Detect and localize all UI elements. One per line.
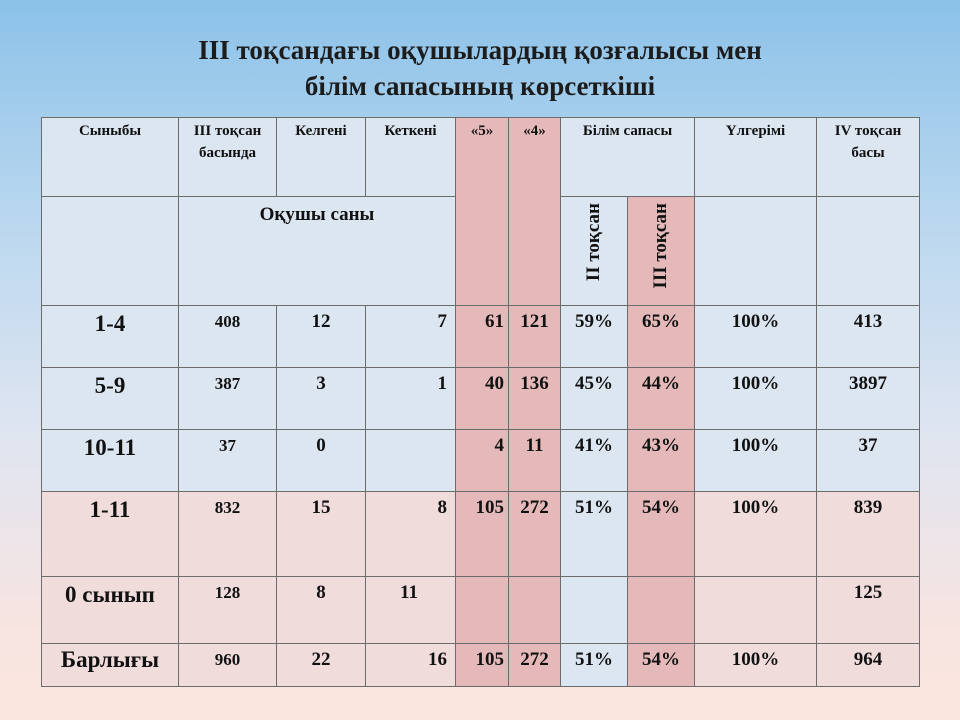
table-row: [42, 368, 920, 430]
row-next: 3897: [817, 368, 920, 430]
row-class: Барлығы: [42, 644, 179, 687]
row-q3: 54%: [628, 492, 695, 577]
row-fives: 40: [456, 368, 509, 430]
header-q3-cell: [628, 197, 695, 306]
row-class: 1-11: [42, 492, 179, 577]
row-progress: 100%: [695, 644, 817, 687]
row-progress: 100%: [695, 492, 817, 577]
row-left: [366, 430, 456, 492]
header-empty-class: [42, 197, 179, 306]
row-q2: 51%: [561, 492, 628, 577]
row-class: 1-4: [42, 306, 179, 368]
row-q3: [628, 577, 695, 644]
row-start: 960: [179, 644, 277, 687]
table-row: [42, 430, 920, 492]
header-empty-next: [817, 197, 920, 306]
row-arrived: 15: [277, 492, 366, 577]
header-student-count: Оқушы саны: [179, 197, 456, 306]
row-fives: 105: [456, 644, 509, 687]
row-class: 10-11: [42, 430, 179, 492]
row-arrived: 0: [277, 430, 366, 492]
row-progress: [695, 577, 817, 644]
slide-title: [0, 32, 960, 104]
row-left: 7: [366, 306, 456, 368]
row-fours: 136: [509, 368, 561, 430]
row-q3: 44%: [628, 368, 695, 430]
table-row: [42, 306, 920, 368]
row-fives: 105: [456, 492, 509, 577]
row-arrived: 3: [277, 368, 366, 430]
row-progress: 100%: [695, 368, 817, 430]
header-start: III тоқсан басында: [179, 118, 277, 197]
row-q2: 45%: [561, 368, 628, 430]
row-left: 1: [366, 368, 456, 430]
row-fives: 61: [456, 306, 509, 368]
row-q2: [561, 577, 628, 644]
row-q2: 59%: [561, 306, 628, 368]
row-fours: [509, 577, 561, 644]
header-quality: Білім сапасы: [561, 118, 695, 197]
table-row: [42, 577, 920, 644]
row-q3: 65%: [628, 306, 695, 368]
header-q3: III тоқсан: [650, 203, 671, 289]
row-next: 125: [817, 577, 920, 644]
row-left: 8: [366, 492, 456, 577]
row-start: 408: [179, 306, 277, 368]
table-row: [42, 492, 920, 577]
row-next: 839: [817, 492, 920, 577]
row-next: 413: [817, 306, 920, 368]
row-progress: 100%: [695, 306, 817, 368]
row-next: 37: [817, 430, 920, 492]
row-left: 16: [366, 644, 456, 687]
row-arrived: 22: [277, 644, 366, 687]
row-arrived: 8: [277, 577, 366, 644]
row-left: 11: [366, 577, 456, 644]
row-arrived: 12: [277, 306, 366, 368]
row-fives: [456, 577, 509, 644]
row-fives: 4: [456, 430, 509, 492]
row-fours: 11: [509, 430, 561, 492]
table-row: [42, 644, 920, 687]
row-class: 0 сынып: [42, 577, 179, 644]
row-start: 832: [179, 492, 277, 577]
row-start: 387: [179, 368, 277, 430]
row-q2: 51%: [561, 644, 628, 687]
row-q3: 43%: [628, 430, 695, 492]
header-class: Сыныбы: [42, 118, 179, 197]
row-class: 5-9: [42, 368, 179, 430]
header-fives: «5»: [456, 118, 509, 306]
title-line-1: III тоқсандағы оқушылардың қозғалысы мен: [198, 35, 762, 65]
row-fours: 272: [509, 492, 561, 577]
header-left: Кеткені: [366, 118, 456, 197]
row-fours: 272: [509, 644, 561, 687]
header-q2-cell: [561, 197, 628, 306]
row-progress: 100%: [695, 430, 817, 492]
header-fours: «4»: [509, 118, 561, 306]
header-empty-progress: [695, 197, 817, 306]
row-fours: 121: [509, 306, 561, 368]
header-q2: II тоқсан: [583, 203, 604, 282]
row-start: 128: [179, 577, 277, 644]
header-next-start: IV тоқсан басы: [817, 118, 920, 197]
student-movement-table: [41, 117, 920, 687]
row-start: 37: [179, 430, 277, 492]
title-line-2: білім сапасының көрсеткіші: [304, 71, 656, 101]
header-arrived: Келгені: [277, 118, 366, 197]
row-q2: 41%: [561, 430, 628, 492]
row-next: 964: [817, 644, 920, 687]
row-q3: 54%: [628, 644, 695, 687]
header-progress: Үлгерімі: [695, 118, 817, 197]
